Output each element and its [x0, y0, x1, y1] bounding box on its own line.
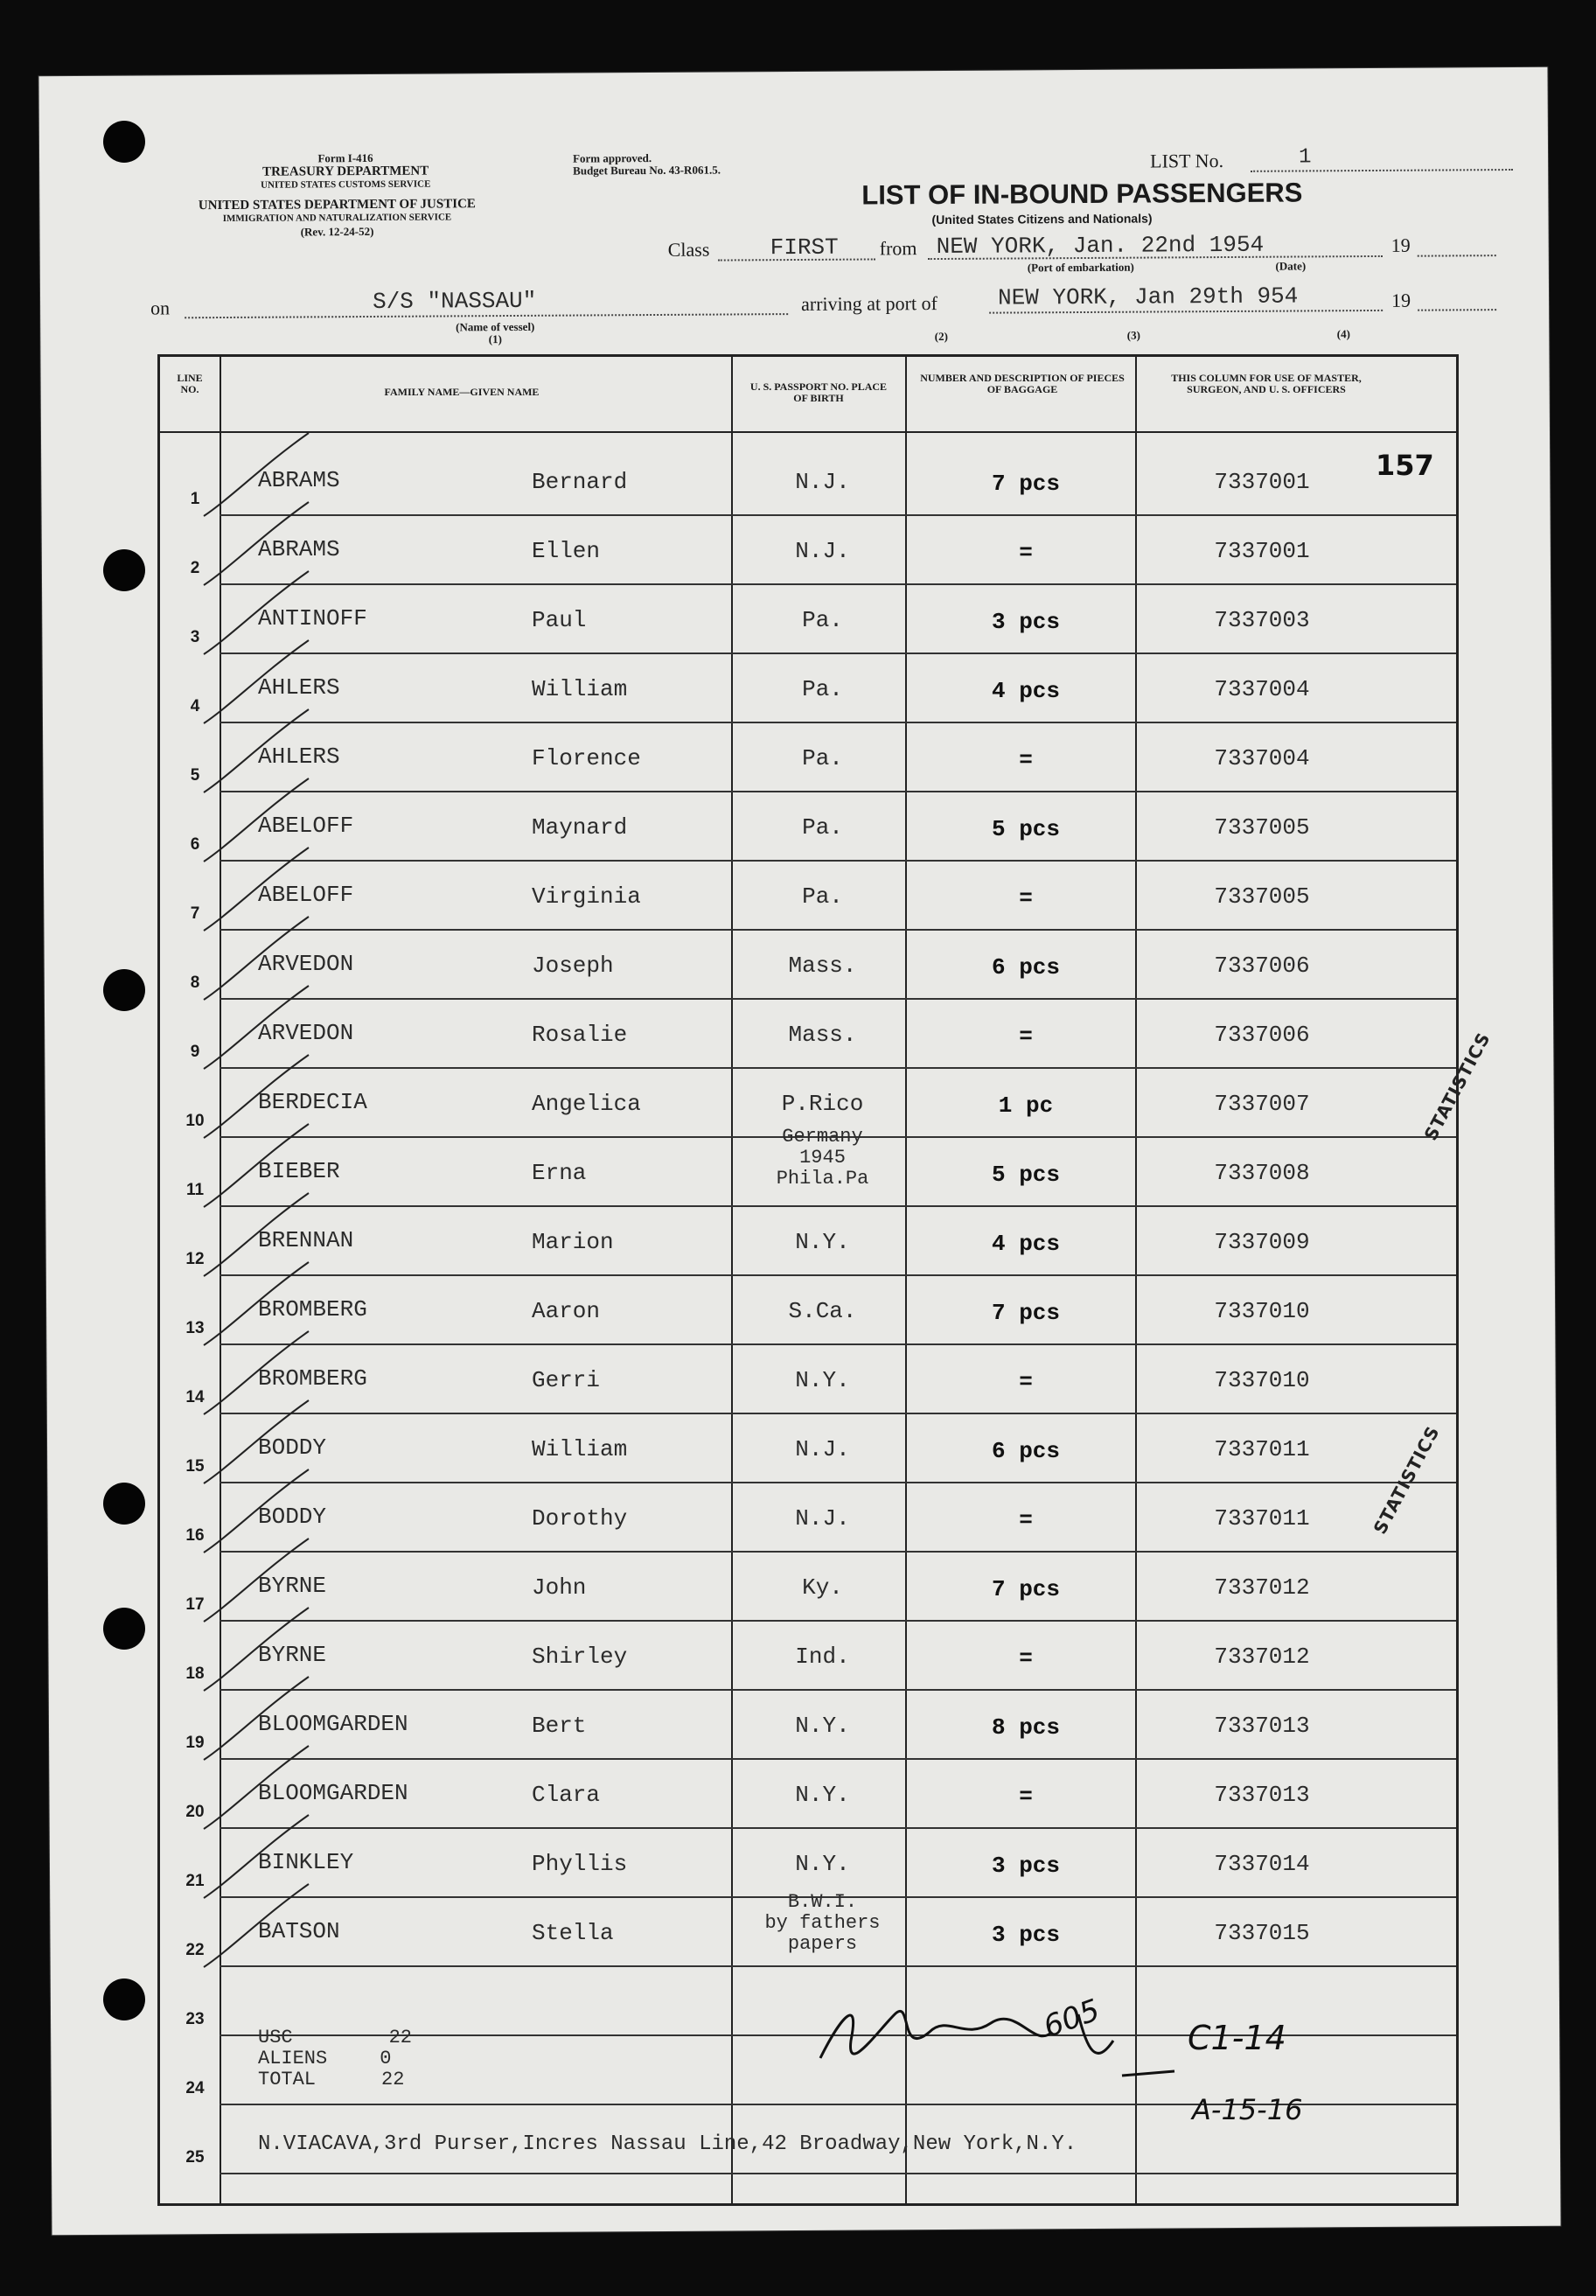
baggage-count: 6 pcs [991, 954, 1060, 981]
handwritten-c1-14: C1-14 [1188, 2019, 1286, 2057]
line-number: 11 [185, 1181, 205, 1199]
usc-label: USC [258, 2027, 293, 2048]
birthplace: N.Y. [795, 1367, 850, 1393]
statistics-stamp-1: STATISTICS [1419, 1029, 1495, 1144]
baggage-count: 3 pcs [991, 609, 1060, 635]
punch-hole [103, 1608, 145, 1650]
row-divider [220, 929, 1456, 931]
given-name: Marion [532, 1229, 614, 1255]
row1-annotation: 157 [1376, 449, 1434, 482]
year-line-2 [1418, 309, 1496, 311]
baggage-count: 3 pcs [991, 1853, 1060, 1879]
dept-line-2: UNITED STATES CUSTOMS SERVICE [261, 178, 431, 191]
list-number: 1 [1298, 145, 1312, 170]
line-number: 8 [190, 974, 200, 992]
family-name: BYRNE [258, 1573, 327, 1599]
total-label: TOTAL [258, 2069, 317, 2090]
officer-code: 7337011 [1214, 1505, 1310, 1532]
baggage-count: = [1019, 1507, 1033, 1533]
line-number: 13 [185, 1319, 205, 1337]
line-number: 9 [190, 1043, 200, 1061]
aliens-label: ALIENS [258, 2048, 328, 2069]
row-divider [220, 514, 1456, 516]
header-divider [160, 431, 1456, 433]
passenger-table [157, 354, 1459, 2206]
baggage-count: 7 pcs [991, 471, 1060, 497]
officer-code: 7337004 [1214, 676, 1310, 702]
line-number: 12 [185, 1250, 205, 1268]
row-divider [220, 653, 1456, 654]
family-name: BROMBERG [258, 1365, 367, 1392]
given-name: Florence [532, 745, 641, 771]
given-name: Maynard [532, 814, 628, 841]
officer-code: 7337006 [1214, 953, 1310, 979]
officer-code: 7337009 [1214, 1229, 1310, 1255]
from-label: from [879, 237, 917, 260]
caption-4: (4) [1336, 327, 1350, 341]
birthplace: N.Y. [795, 1851, 850, 1877]
col-divider [905, 357, 907, 2203]
col-name: FAMILY NAME—GIVEN NAME [384, 386, 540, 398]
family-name: BINKLEY [258, 1849, 354, 1875]
line-number: 17 [185, 1595, 205, 1614]
baggage-count: 7 pcs [991, 1576, 1060, 1602]
birthplace: Pa. [802, 607, 843, 633]
handwritten-a-15-16: A-15-16 [1192, 2093, 1303, 2126]
row-divider [220, 1413, 1456, 1414]
birthplace: Pa. [802, 745, 843, 771]
col-line-no: LINE NO. [177, 372, 203, 395]
baggage-count: 7 pcs [991, 1300, 1060, 1326]
budget-bureau: Budget Bureau No. 43-R061.5. [573, 163, 721, 178]
totals-block [258, 2027, 412, 2090]
arriving-label: arriving at port of [801, 292, 937, 315]
given-name: John [532, 1574, 587, 1601]
line-number: 22 [185, 1941, 205, 1959]
given-name: Dorothy [532, 1505, 628, 1532]
officer-code: 7337008 [1214, 1160, 1310, 1186]
officer-code: 7337005 [1214, 883, 1310, 910]
officer-code: 7337004 [1214, 745, 1310, 771]
punch-hole [103, 121, 145, 163]
line-number: 21 [185, 1872, 205, 1890]
page-subtitle: (United States Citizens and Nationals) [931, 211, 1153, 227]
officer-code: 7337010 [1214, 1298, 1310, 1324]
port-embark-caption: (Port of embarkation) [1027, 260, 1134, 275]
family-name: ABRAMS [258, 467, 340, 493]
dept-line-4: IMMIGRATION AND NATURALIZATION SERVICE [222, 212, 452, 225]
given-name: Paul [532, 607, 587, 633]
birthplace-line: papers [787, 1933, 858, 1955]
family-name: ABRAMS [258, 536, 340, 562]
row-divider [220, 1067, 1456, 1069]
given-name: Rosalie [532, 1022, 628, 1048]
line-number: 20 [185, 1803, 205, 1821]
birthplace: S.Ca. [788, 1298, 857, 1324]
line-number: 2 [190, 559, 200, 577]
row-divider [220, 1205, 1456, 1207]
birthplace-line: Phila.Pa [776, 1168, 869, 1190]
baggage-count: = [1019, 1369, 1033, 1395]
birthplace-line: B.W.I. [787, 1891, 858, 1913]
birthplace: N.Y. [795, 1229, 850, 1255]
baggage-count: = [1019, 540, 1033, 566]
line-number: 7 [190, 904, 200, 923]
birthplace: N.J. [795, 1436, 850, 1462]
row-divider [220, 583, 1456, 585]
aliens-count: 0 [380, 2048, 392, 2069]
birthplace: Mass. [788, 953, 857, 979]
family-name: ABELOFF [258, 813, 354, 839]
row-divider [220, 722, 1456, 723]
form-approved: Form approved. [573, 151, 652, 165]
given-name: Phyllis [532, 1851, 628, 1877]
line-number: 6 [190, 835, 200, 854]
baggage-count: = [1019, 885, 1033, 911]
line-number: 25 [185, 2148, 205, 2167]
birthplace: Ky. [802, 1574, 843, 1601]
row-divider [220, 1551, 1456, 1553]
officer-code: 7337001 [1214, 538, 1310, 564]
punch-hole [103, 969, 145, 1011]
baggage-count: = [1019, 1645, 1033, 1671]
given-name: William [532, 1436, 628, 1462]
baggage-count: 3 pcs [991, 1922, 1060, 1948]
col-officers: THIS COLUMN FOR USE OF MASTER, SURGEON, AND U. S. OFFICERS [1171, 372, 1362, 395]
row-divider [220, 1482, 1456, 1483]
birthplace: Mass. [788, 1022, 857, 1048]
officer-code: 7337013 [1214, 1713, 1310, 1739]
row-divider [220, 1758, 1456, 1760]
birthplace-line: 1945 [799, 1147, 846, 1169]
line-number: 18 [185, 1664, 205, 1683]
birthplace: N.J. [795, 469, 850, 495]
purser-signature: N.VIACAVA,3rd Purser,Incres Nassau Line,42 Broadway,New York,N.Y. [258, 2132, 1077, 2156]
birthplace: N.Y. [795, 1713, 850, 1739]
caption-1: (1) [488, 332, 502, 346]
row-divider [220, 1689, 1456, 1691]
page-title: LIST OF IN-BOUND PASSENGERS [861, 177, 1303, 211]
check-mark [178, 1880, 317, 1976]
class-label: Class [667, 238, 710, 261]
line-number: 10 [185, 1112, 205, 1130]
officer-code: 7337013 [1214, 1782, 1310, 1808]
family-name: ARVEDON [258, 951, 354, 977]
col-divider [731, 357, 733, 2203]
line-number: 4 [190, 697, 200, 715]
family-name: AHLERS [258, 743, 340, 770]
given-name: Virginia [532, 883, 641, 910]
family-name: AHLERS [258, 674, 340, 701]
birthplace [746, 1127, 899, 1190]
baggage-count: = [1019, 747, 1033, 773]
date-caption: (Date) [1275, 259, 1307, 273]
family-name: ABELOFF [258, 882, 354, 908]
family-name: BERDECIA [258, 1089, 367, 1115]
given-name: Shirley [532, 1643, 628, 1670]
given-name: Bert [532, 1713, 587, 1739]
baggage-count: 4 pcs [991, 1231, 1060, 1257]
given-name: Clara [532, 1782, 601, 1808]
form-number: Form I-416 [317, 150, 373, 165]
caption-3: (3) [1126, 328, 1140, 342]
family-name: ANTINOFF [258, 605, 367, 632]
revision: (Rev. 12-24-52) [300, 224, 374, 239]
officer-code: 7337012 [1214, 1643, 1310, 1670]
line-number: 1 [190, 490, 200, 508]
given-name: Bernard [532, 469, 628, 495]
birthplace: Ind. [795, 1643, 850, 1670]
given-name: Ellen [532, 538, 601, 564]
given-name: Gerri [532, 1367, 601, 1393]
line-number: 19 [185, 1734, 205, 1752]
baggage-count: 5 pcs [991, 1162, 1060, 1188]
statistics-stamp-2: STATISTICS [1369, 1422, 1444, 1538]
officer-code: 7337010 [1214, 1367, 1310, 1393]
col-baggage: NUMBER AND DESCRIPTION OF PIECES OF BAGGAGE [920, 372, 1125, 395]
officer-code: 7337011 [1214, 1436, 1310, 1462]
baggage-count: 8 pcs [991, 1714, 1060, 1741]
row-divider [220, 860, 1456, 862]
vessel-caption: (Name of vessel) [456, 319, 535, 334]
given-name: Erna [532, 1160, 587, 1186]
birthplace: Pa. [802, 814, 843, 841]
col-passport: U. S. PASSPORT NO. PLACE OF BIRTH [749, 380, 888, 404]
row-divider [220, 791, 1456, 792]
list-no-line [1251, 169, 1513, 172]
given-name: William [532, 676, 628, 702]
line-number: 5 [190, 766, 200, 785]
baggage-count: 5 pcs [991, 816, 1060, 842]
family-name: BODDY [258, 1434, 327, 1461]
row-divider [220, 998, 1456, 1000]
from-value: NEW YORK, Jan. 22nd 1954 [936, 231, 1265, 261]
row-divider [220, 2173, 1456, 2174]
birthplace: P.Rico [781, 1091, 864, 1117]
usc-count: 22 [388, 2027, 413, 2048]
family-name: BYRNE [258, 1642, 327, 1668]
baggage-count: 1 pc [998, 1092, 1054, 1119]
birthplace: N.J. [795, 1505, 850, 1532]
birthplace-line: Germany [782, 1126, 863, 1148]
line-number: 23 [185, 2010, 205, 2028]
row-divider [220, 1620, 1456, 1622]
line-number: 3 [190, 628, 200, 646]
line-number: 15 [185, 1457, 205, 1476]
year-suffix-1: 19 [1390, 234, 1411, 256]
signature-scribble [816, 1979, 1183, 2093]
given-name: Angelica [532, 1091, 641, 1117]
dept-line-1: TREASURY DEPARTMENT [261, 164, 429, 179]
family-name: BODDY [258, 1504, 327, 1530]
officer-code: 7337006 [1214, 1022, 1310, 1048]
list-label: LIST No. [1150, 150, 1224, 172]
birthplace [746, 1892, 899, 1955]
line-number: 14 [185, 1388, 205, 1406]
on-label: on [150, 297, 171, 319]
handwritten-605: 605 [1039, 1992, 1105, 2045]
vessel-name: S/S "NASSAU" [372, 287, 537, 315]
family-name: BIEBER [258, 1158, 340, 1184]
year-suffix-2: 19 [1390, 289, 1411, 311]
officer-code: 7337001 [1214, 469, 1310, 495]
family-name: BATSON [258, 1918, 340, 1944]
officer-code: 7337005 [1214, 814, 1310, 841]
line-number: 16 [185, 1526, 205, 1545]
birthplace: Pa. [802, 676, 843, 702]
arriving-value: NEW YORK, Jan 29th 954 [997, 283, 1299, 311]
officer-code: 7337015 [1214, 1920, 1310, 1946]
year-line-1 [1418, 255, 1496, 257]
baggage-count: = [1019, 1783, 1033, 1810]
given-name: Stella [532, 1920, 614, 1946]
officer-code: 7337014 [1214, 1851, 1310, 1877]
given-name: Aaron [532, 1298, 601, 1324]
col-divider [1135, 357, 1137, 2203]
birthplace: N.Y. [795, 1782, 850, 1808]
family-name: BLOOMGARDEN [258, 1780, 408, 1806]
baggage-count: = [1019, 1023, 1033, 1050]
line-number: 24 [185, 2079, 205, 2097]
total-count: 22 [381, 2069, 405, 2090]
class-value: FIRST [770, 234, 839, 262]
row-divider [220, 1827, 1456, 1829]
birthplace: N.J. [795, 538, 850, 564]
officer-code: 7337012 [1214, 1574, 1310, 1601]
given-name: Joseph [532, 953, 614, 979]
family-name: BRENNAN [258, 1227, 354, 1253]
caption-2: (2) [934, 329, 948, 344]
punch-hole [103, 1483, 145, 1525]
officer-code: 7337007 [1214, 1091, 1310, 1117]
baggage-count: 4 pcs [991, 678, 1060, 704]
row-divider [220, 1343, 1456, 1345]
row-divider [220, 1274, 1456, 1276]
family-name: BLOOMGARDEN [258, 1711, 408, 1737]
punch-hole [103, 549, 145, 591]
officer-code: 7337003 [1214, 607, 1310, 633]
baggage-count: 6 pcs [991, 1438, 1060, 1464]
punch-hole [103, 1978, 145, 2020]
row-divider [220, 1965, 1456, 1967]
birthplace-line: by fathers [764, 1912, 881, 1934]
dept-line-3: UNITED STATES DEPARTMENT OF JUSTICE [198, 197, 476, 213]
birthplace: Pa. [802, 883, 843, 910]
family-name: ARVEDON [258, 1020, 354, 1046]
family-name: BROMBERG [258, 1296, 367, 1322]
